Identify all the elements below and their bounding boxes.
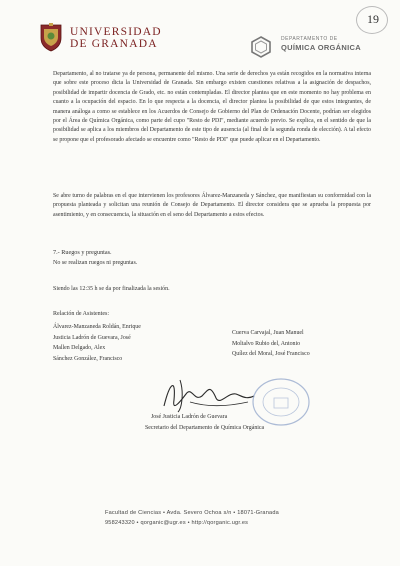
signatory-role: Secretario del Departamento de Química Orgánica xyxy=(145,425,265,431)
university-line2: DE GRANADA xyxy=(70,38,158,50)
department-label: DEPARTAMENTO DE xyxy=(281,36,338,42)
university-name xyxy=(70,26,162,50)
university-line1: UNIVERSIDAD xyxy=(70,26,162,38)
body-paragraph-2: Se abre turno de palabras en el que intervienen los profesores Álvarez-Manzaneda y Sánchez, que manifiestan su conformidad con la propuesta planteada y solicitan una reunión de Consejo de Departamento. El director considera que se aprueba la propuesta por asentimiento, y en consecuencia, la situación en el seno del Departamento a estos efectos. xyxy=(53,193,371,218)
footer-address: Facultad de Ciencias • Avda. Severo Ochoa s/n • 18071-Granada xyxy=(105,510,279,516)
attendee-name: Justicia Ladrón de Guevara, José xyxy=(53,334,131,341)
closing-time-text: Siendo las 12:35 h se da por finalizada la sesión. xyxy=(53,286,170,292)
department-seal-stamp xyxy=(250,376,312,428)
attendee-name: Moltalvo Rubio del, Antonio xyxy=(232,340,301,347)
attendees-heading: Relación de Asistentes: xyxy=(53,311,109,317)
body-paragraph-1: Departamento, al no tratarse ya de persona, permanente del mismo. Una serie de derechos ya están recogidos en la normativa interna que sobre este proceso dicta la Universidad de Granada. Sin embargo existen cuestiones relativas a la asignación de despachos, posibilidad de impartir docencia de Grado, etc. no están contempladas. El director plantea que en este momento no hay problema en cuanto a la ocupación del espacio. En lo que respecta a la docencia, el director plantea la posibilidad de que estos integrantes, de manera análoga a como se establece en los Acuerdos de Consejo de Gobierno del Plan de Ordenación Docente, podrían ser elegidos por el Área de Química Orgánica, como parte del cupo "Resto de PDI", mediante acuerdo previo. Se explica, en el sentido de que la posibilidad se aplica a los miembros del Departamento de este tipo de ausencia (al final de la segunda ronda de elección). A tal efecto se propone que el profesorado afectado se encuentre como "Resto de PDI" que puede aplicar en el Departamento. xyxy=(53,71,371,143)
attendee-name: Mallen Delgado, Alex xyxy=(53,345,106,351)
no-questions-text: No se realizan ruegos ni preguntas. xyxy=(53,260,138,266)
attendee-name: Álvarez-Manzaneda Roldán, Enrique xyxy=(53,324,141,330)
handwritten-signature xyxy=(150,372,260,416)
attendee-name: Sánchez González, Francisco xyxy=(53,355,123,362)
signatory-name: José Justicia Ladrón de Guevara xyxy=(151,414,228,420)
attendees-left-list xyxy=(53,322,141,364)
attendee-name: Cuerva Carvajal, Juan Manuel xyxy=(232,330,304,336)
attendee-name: Quílez del Moral, José Francisco xyxy=(232,351,310,357)
department-name: QUÍMICA ORGÁNICA xyxy=(281,43,361,52)
university-crest-icon xyxy=(38,22,64,52)
attendees-right-list xyxy=(232,328,310,360)
footer-contact: 958243320 • qorganic@ugr.es • http://qorganic.ugr.es xyxy=(105,520,249,526)
chemistry-hexagon-icon xyxy=(250,36,272,58)
page-number: 19 xyxy=(367,12,379,26)
section-heading: 7.- Ruegos y preguntas. xyxy=(53,249,112,256)
